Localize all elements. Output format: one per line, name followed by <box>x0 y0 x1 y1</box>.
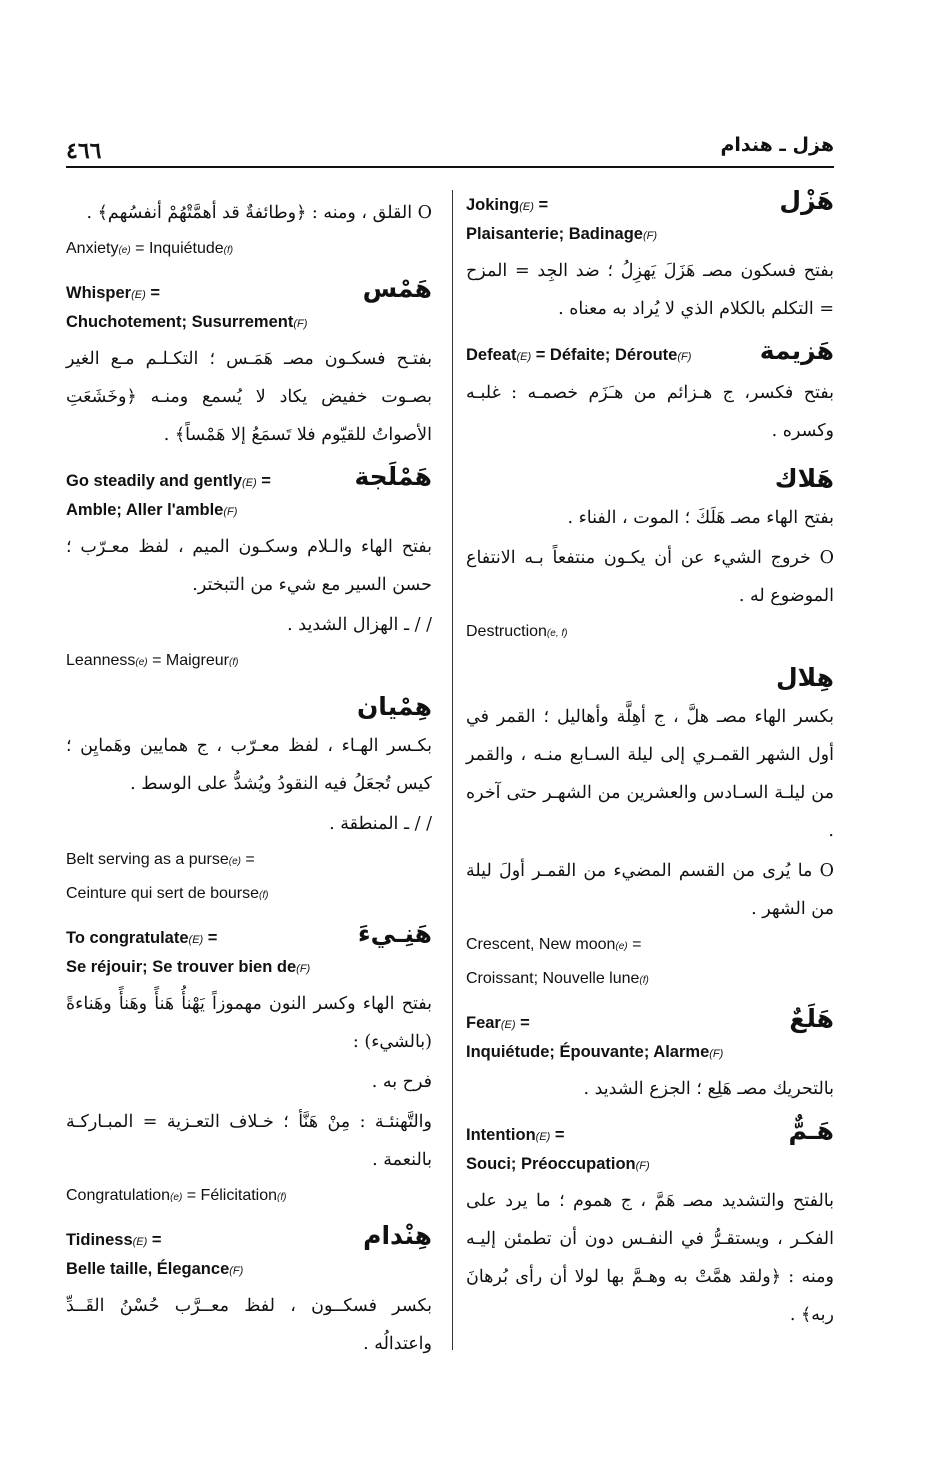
headword: هَزْل <box>779 186 834 215</box>
page-header <box>66 128 834 168</box>
arabic-definition: بفتح فسكون مصـ هَزَلَ يَهزِلُ ؛ ضد الجِد = المزح = التكلم بالكلام الذي لا يُراد به معناه . <box>466 261 834 319</box>
headword: هَزيمة <box>759 336 834 365</box>
entry-hazima <box>466 336 834 450</box>
running-head: هزل ـ هندام <box>720 134 834 156</box>
page-number: ٤٦٦ <box>66 138 102 164</box>
english-equivalent: Tidiness(E) = <box>66 1231 162 1249</box>
headword: هَمْلَجة <box>354 462 432 491</box>
headword: هِلال <box>775 663 834 692</box>
entry-head <box>66 274 432 338</box>
entry-head <box>466 336 834 372</box>
entry-head <box>466 1004 834 1068</box>
french-equivalent: Inquiétude; Épouvante; Alarme(F) <box>466 1043 724 1061</box>
arabic-definition-sense-2: / / ـ المنطقة . <box>329 814 432 834</box>
headword: هَلَعٌ <box>789 1004 834 1033</box>
arabic-definition: بفتح فكسر، ج هـزائم من هـَزَم خصمـه : غلبـه وكسره . <box>466 383 834 441</box>
entry-head <box>66 919 432 983</box>
entry-hazl <box>466 186 834 328</box>
translation-gloss: Leanness(e) = Maigreur(f) <box>66 652 239 669</box>
english-equivalent: Whisper(E) = <box>66 284 160 302</box>
french-equivalent: Plaisanterie; Badinage(F) <box>466 225 658 243</box>
french-equivalent: Amble; Aller l'amble(F) <box>66 501 238 519</box>
english-equivalent: To congratulate(E) = <box>66 929 218 947</box>
entry-hala <box>466 1004 834 1108</box>
arabic-definition-sense-2: O خروج الشيء عن أن يكـون منتفعاً بـه الانتفاع الموضوع له . <box>466 548 834 606</box>
headword: هِمْيان <box>356 692 432 721</box>
headword: هِنْدام <box>363 1221 432 1250</box>
arabic-definition: بفتـح فسكـون مصـ هَمَـس ؛ التكـلـم مـع الغير بصـوت خفيض يكاد لا يُسمع ومنـه ﴿وخَشَعَتِ الأصواتُ للقيّوم فلا تَسمَعُ إلا هَمْساً﴾ . <box>66 349 432 445</box>
translation-gloss-french: Croissant; Nouvelle lune(f) <box>466 970 649 987</box>
arabic-definition: بالتحريك مصـ هَلِع ؛ الجزع الشديد . <box>583 1079 834 1099</box>
french-equivalent: Chuchotement; Susurrement(F) <box>66 313 308 331</box>
french-equivalent: Se réjouir; Se trouver bien de(F) <box>66 958 311 976</box>
arabic-definition: بفتح الهاء والـلام وسكـون الميم ، لفظ معـرّب ؛ حسن السير مع شيء من التبختر. <box>66 537 432 595</box>
entry-hilal <box>466 663 834 996</box>
right-column <box>466 186 834 1348</box>
entry-hindam <box>66 1221 432 1363</box>
french-equivalent: Souci; Préoccupation(F) <box>466 1155 650 1173</box>
arabic-definition-part-2: فرح به . <box>371 1072 432 1092</box>
english-equivalent: Intention(E) = <box>466 1126 565 1144</box>
english-equivalent: Defeat(E) = Défaite; Déroute(F) <box>466 346 692 364</box>
arabic-definition: بفتح الهاء وكسر النون مهموزاً يَهْنأُ هَنأً وهَنأً وهَناءةً (بالشيء) : <box>66 994 432 1052</box>
column-divider <box>452 190 453 1350</box>
entry-head <box>466 186 834 250</box>
translation-gloss: Anxiety(e) = Inquiétude(f) <box>66 240 234 257</box>
french-equivalent: Belle taille, Élegance(F) <box>66 1260 244 1278</box>
arabic-definition: بكسر الهاء مصـ هلَّ ، ج أهِلَّة وأهاليل ؛ القمر في أول الشهر القمـري إلى ليلة السـابع منـه ، والقمر من ليلـة السـادس والعشرين من الشهـر حتى آخره . <box>466 707 834 841</box>
english-equivalent: Go steadily and gently(E) = <box>66 472 271 490</box>
entry-himyan <box>66 692 432 911</box>
entry-head <box>66 1221 432 1285</box>
arabic-definition: بالفتح والتشديد مصـ هَمَّ ، ج هموم ؛ ما يرد على الفكـر ، ويستقـرُّ في النفـس دون أن تطمئن إليـه ومنه : ﴿ولقد همَّتْ به وهـمَّ بها لولا أن رأى بُرهانَ ربه﴾ . <box>466 1191 834 1325</box>
arabic-definition: بفتح الهاء مصـ هَلَكَ ؛ الموت ، الفناء . <box>567 508 834 528</box>
arabic-definition-sense-2: O ما يُرى من القسم المضيء من القمـر أولَ ليلة من الشهر . <box>466 861 834 919</box>
english-equivalent: Joking(E) = <box>466 196 549 214</box>
arabic-definition: بكـسر الهـاء ، لفظ معـرّب ، ج همايين وهَمايِن ؛ كيس تُجعَلُ فيه النقودُ ويُشدُّ على الوسط . <box>66 736 432 794</box>
entry-hams <box>66 274 432 454</box>
entry-halak <box>466 464 834 649</box>
translation-gloss-english: Belt serving as a purse(e) = <box>66 851 255 868</box>
translation-gloss: Destruction(e, f) <box>466 623 568 640</box>
translation-gloss: Congratulation(e) = Félicitation(f) <box>66 1187 287 1204</box>
headword: هَـمٌّ <box>788 1116 834 1145</box>
arabic-definition-sense-2: / / ـ الهزال الشديد . <box>287 615 432 635</box>
headword: هَلاك <box>774 464 834 493</box>
entry-hamlaja <box>66 462 432 678</box>
header-rule <box>66 166 834 168</box>
english-equivalent: Fear(E) = <box>466 1014 530 1032</box>
left-column <box>66 192 432 1377</box>
entry-hani <box>66 919 432 1213</box>
arabic-definition-sense-2: والتَّهنئـة : مِنْ هَنَّأ ؛ خـلاف التعـزية = المبـاركـة بالنعمة . <box>66 1112 432 1170</box>
arabic-definition-sense-2: O القلق ، ومنه : ﴿وطائفةٌ قد أهمَّتْهُمْ أنفسُهم﴾ . <box>86 203 432 223</box>
entry-head <box>66 462 432 526</box>
translation-gloss-french: Ceinture qui sert de bourse(f) <box>66 885 269 902</box>
headword: هَمْس <box>362 274 432 303</box>
translation-gloss-english: Crescent, New moon(e) = <box>466 936 642 953</box>
entry-head <box>466 1116 834 1180</box>
headword: هَنِـيءَ <box>357 919 432 948</box>
entry-hamm-continued <box>66 194 432 266</box>
arabic-definition: بكسر فسكــون ، لفظ معــرَّب حُسْنُ القَــدِّ واعتدالُه . <box>66 1296 432 1354</box>
entry-hamm <box>466 1116 834 1334</box>
